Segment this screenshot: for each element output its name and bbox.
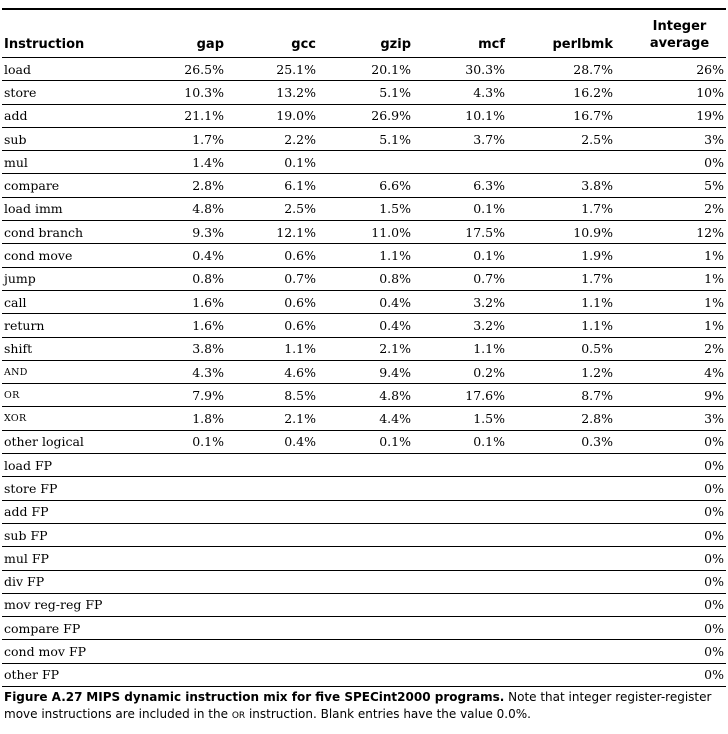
value-cell: 4.8% (320, 384, 415, 407)
value-cell: 5.1% (320, 81, 415, 104)
value-cell: 0% (619, 640, 726, 663)
table-row (2, 290, 726, 313)
value-cell: 3.2% (415, 314, 509, 337)
instruction-cell: OR (2, 384, 148, 407)
instruction-cell: sub FP (2, 523, 148, 546)
instruction-cell: AND (2, 360, 148, 383)
value-cell: 0.6% (228, 244, 320, 267)
instruction-cell: jump (2, 267, 148, 290)
value-cell (228, 663, 320, 686)
table-row (2, 244, 726, 267)
instruction-cell: load (2, 58, 148, 81)
value-cell: 0% (619, 500, 726, 523)
value-cell (148, 663, 228, 686)
table-row (2, 337, 726, 360)
value-cell (148, 500, 228, 523)
value-cell (228, 454, 320, 477)
value-cell: 0.4% (320, 314, 415, 337)
caption-title: MIPS dynamic instruction mix for five SPECint2000 programs. (86, 690, 505, 705)
instruction-cell: cond move (2, 244, 148, 267)
value-cell: 1% (619, 267, 726, 290)
value-cell: 1.7% (148, 127, 228, 150)
value-cell (228, 477, 320, 500)
value-cell: 0% (619, 617, 726, 640)
value-cell (148, 570, 228, 593)
value-cell: 1.7% (509, 267, 619, 290)
value-cell: 5.1% (320, 127, 415, 150)
caption-label: Figure A.27 (4, 690, 83, 705)
value-cell: 1.1% (415, 337, 509, 360)
value-cell (320, 570, 415, 593)
value-cell: 0% (619, 570, 726, 593)
instruction-cell: XOR (2, 407, 148, 430)
value-cell: 4.6% (228, 360, 320, 383)
table-row (2, 617, 726, 640)
value-cell: 2.5% (228, 197, 320, 220)
value-cell: 0.6% (228, 314, 320, 337)
value-cell: 7.9% (148, 384, 228, 407)
instruction-cell: compare (2, 174, 148, 197)
header-integer-average (619, 10, 726, 58)
table-row (2, 407, 726, 430)
value-cell (509, 663, 619, 686)
value-cell: 1% (619, 290, 726, 313)
value-cell (320, 523, 415, 546)
table-row (2, 221, 726, 244)
value-cell: 0.1% (415, 197, 509, 220)
instruction-cell: sub (2, 127, 148, 150)
value-cell: 1.6% (148, 290, 228, 313)
value-cell: 5% (619, 174, 726, 197)
value-cell (320, 617, 415, 640)
caption-text-after: instruction. Blank entries have the value 0.0%. (245, 707, 531, 722)
table-row (2, 384, 726, 407)
instruction-cell: mul (2, 151, 148, 174)
instruction-cell: shift (2, 337, 148, 360)
value-cell: 0.1% (228, 151, 320, 174)
value-cell: 2.8% (509, 407, 619, 430)
value-cell (228, 523, 320, 546)
instruction-cell: mul FP (2, 547, 148, 570)
instruction-cell: cond mov FP (2, 640, 148, 663)
value-cell: 0.8% (320, 267, 415, 290)
value-cell: 1% (619, 244, 726, 267)
value-cell: 4.8% (148, 197, 228, 220)
value-cell: 10% (619, 81, 726, 104)
value-cell: 2.1% (320, 337, 415, 360)
value-cell: 0% (619, 593, 726, 616)
value-cell (228, 640, 320, 663)
value-cell: 0% (619, 547, 726, 570)
value-cell: 8.7% (509, 384, 619, 407)
value-cell (509, 523, 619, 546)
value-cell (415, 663, 509, 686)
instruction-cell: call (2, 290, 148, 313)
instruction-cell: load imm (2, 197, 148, 220)
table-row (2, 174, 726, 197)
value-cell: 17.6% (415, 384, 509, 407)
value-cell (415, 570, 509, 593)
value-cell: 3.7% (415, 127, 509, 150)
value-cell: 1.5% (415, 407, 509, 430)
instruction-cell: store (2, 81, 148, 104)
table-row (2, 547, 726, 570)
instruction-cell: compare FP (2, 617, 148, 640)
value-cell (320, 547, 415, 570)
value-cell: 1.6% (148, 314, 228, 337)
header-mcf: mcf (478, 37, 505, 52)
header-instruction: Instruction (4, 37, 85, 52)
value-cell (228, 547, 320, 570)
value-cell: 26.9% (320, 104, 415, 127)
value-cell: 17.5% (415, 221, 509, 244)
value-cell: 1.9% (509, 244, 619, 267)
value-cell: 6.6% (320, 174, 415, 197)
value-cell: 2.1% (228, 407, 320, 430)
value-cell: 4.3% (148, 360, 228, 383)
figure-caption (2, 689, 726, 725)
value-cell: 1.1% (228, 337, 320, 360)
table-row (2, 314, 726, 337)
value-cell: 2.2% (228, 127, 320, 150)
value-cell (415, 593, 509, 616)
value-cell: 3% (619, 407, 726, 430)
value-cell: 0.6% (228, 290, 320, 313)
value-cell: 4.3% (415, 81, 509, 104)
value-cell: 10.1% (415, 104, 509, 127)
header-average-line2: average (649, 36, 710, 51)
instruction-cell: add (2, 104, 148, 127)
value-cell: 26.5% (148, 58, 228, 81)
value-cell: 0.5% (509, 337, 619, 360)
value-cell (509, 570, 619, 593)
value-cell: 0% (619, 663, 726, 686)
value-cell (228, 500, 320, 523)
value-cell (415, 523, 509, 546)
value-cell: 0.1% (415, 430, 509, 453)
value-cell (509, 477, 619, 500)
value-cell: 12.1% (228, 221, 320, 244)
instruction-cell: load FP (2, 454, 148, 477)
value-cell: 4% (619, 360, 726, 383)
value-cell: 1.1% (509, 290, 619, 313)
value-cell (509, 617, 619, 640)
value-cell: 0.8% (148, 267, 228, 290)
value-cell (509, 640, 619, 663)
table-row (2, 81, 726, 104)
value-cell: 2% (619, 197, 726, 220)
value-cell (415, 454, 509, 477)
value-cell: 2.8% (148, 174, 228, 197)
value-cell: 16.2% (509, 81, 619, 104)
value-cell: 28.7% (509, 58, 619, 81)
table-row (2, 454, 726, 477)
value-cell (320, 640, 415, 663)
instruction-cell: cond branch (2, 221, 148, 244)
value-cell: 1.5% (320, 197, 415, 220)
table-row (2, 430, 726, 453)
value-cell: 13.2% (228, 81, 320, 104)
value-cell: 26% (619, 58, 726, 81)
caption-small-caps: OR (231, 711, 246, 722)
header-gzip: gzip (380, 37, 411, 52)
value-cell: 0.2% (415, 360, 509, 383)
value-cell: 10.3% (148, 81, 228, 104)
value-cell: 1.4% (148, 151, 228, 174)
value-cell (148, 593, 228, 616)
value-cell: 1.7% (509, 197, 619, 220)
value-cell: 25.1% (228, 58, 320, 81)
value-cell (320, 663, 415, 686)
value-cell (320, 593, 415, 616)
value-cell (228, 593, 320, 616)
table-header-row (2, 10, 726, 58)
value-cell (415, 500, 509, 523)
table-row (2, 640, 726, 663)
value-cell (509, 454, 619, 477)
table-row (2, 360, 726, 383)
value-cell: 19% (619, 104, 726, 127)
value-cell: 3% (619, 127, 726, 150)
value-cell (509, 151, 619, 174)
value-cell: 6.3% (415, 174, 509, 197)
value-cell: 9.4% (320, 360, 415, 383)
value-cell (320, 454, 415, 477)
value-cell (148, 454, 228, 477)
value-cell: 4.4% (320, 407, 415, 430)
value-cell: 16.7% (509, 104, 619, 127)
instruction-cell: mov reg-reg FP (2, 593, 148, 616)
instruction-cell: other FP (2, 663, 148, 686)
value-cell (228, 617, 320, 640)
value-cell: 0% (619, 523, 726, 546)
instruction-cell: add FP (2, 500, 148, 523)
value-cell: 1.2% (509, 360, 619, 383)
value-cell (320, 500, 415, 523)
table-row (2, 593, 726, 616)
value-cell (148, 523, 228, 546)
instruction-cell: return (2, 314, 148, 337)
table-row (2, 500, 726, 523)
value-cell (148, 477, 228, 500)
value-cell: 6.1% (228, 174, 320, 197)
value-cell: 2% (619, 337, 726, 360)
table-row (2, 477, 726, 500)
value-cell (320, 151, 415, 174)
instruction-cell: other logical (2, 430, 148, 453)
value-cell: 2.5% (509, 127, 619, 150)
figure (2, 8, 726, 725)
instruction-mix-table (2, 10, 726, 687)
value-cell: 9.3% (148, 221, 228, 244)
value-cell: 3.8% (148, 337, 228, 360)
value-cell: 12% (619, 221, 726, 244)
value-cell: 0.3% (509, 430, 619, 453)
instruction-cell: div FP (2, 570, 148, 593)
value-cell: 20.1% (320, 58, 415, 81)
table-row (2, 267, 726, 290)
value-cell: 1% (619, 314, 726, 337)
header-perlbmk: perlbmk (552, 37, 613, 52)
value-cell: 8.5% (228, 384, 320, 407)
header-average-line1: Integer (652, 19, 707, 34)
value-cell: 10.9% (509, 221, 619, 244)
table-row (2, 523, 726, 546)
value-cell: 1.8% (148, 407, 228, 430)
value-cell (415, 151, 509, 174)
value-cell (509, 593, 619, 616)
value-cell: 30.3% (415, 58, 509, 81)
value-cell: 3.8% (509, 174, 619, 197)
value-cell (415, 617, 509, 640)
value-cell (509, 500, 619, 523)
header-gap: gap (196, 37, 224, 52)
table-body (2, 58, 726, 687)
value-cell: 0.1% (320, 430, 415, 453)
table-row (2, 663, 726, 686)
value-cell: 11.0% (320, 221, 415, 244)
caption-text-before: Note that integer register-register move instructions are included in the (4, 690, 712, 722)
table-row (2, 127, 726, 150)
header-gcc: gcc (291, 37, 316, 52)
value-cell: 0.7% (228, 267, 320, 290)
value-cell: 0% (619, 477, 726, 500)
value-cell: 0% (619, 151, 726, 174)
value-cell (415, 640, 509, 663)
value-cell: 1.1% (509, 314, 619, 337)
value-cell (148, 617, 228, 640)
value-cell: 0.7% (415, 267, 509, 290)
table-row (2, 197, 726, 220)
value-cell (148, 640, 228, 663)
value-cell: 0% (619, 454, 726, 477)
value-cell (415, 477, 509, 500)
table-row (2, 151, 726, 174)
value-cell: 21.1% (148, 104, 228, 127)
table-row (2, 570, 726, 593)
table-row (2, 58, 726, 81)
value-cell (320, 477, 415, 500)
value-cell: 0% (619, 430, 726, 453)
value-cell: 0.4% (148, 244, 228, 267)
value-cell (415, 547, 509, 570)
value-cell: 3.2% (415, 290, 509, 313)
value-cell (509, 547, 619, 570)
value-cell: 0.4% (228, 430, 320, 453)
value-cell: 9% (619, 384, 726, 407)
value-cell: 19.0% (228, 104, 320, 127)
value-cell (228, 570, 320, 593)
value-cell: 0.1% (415, 244, 509, 267)
instruction-cell: store FP (2, 477, 148, 500)
value-cell: 1.1% (320, 244, 415, 267)
table-row (2, 104, 726, 127)
value-cell: 0.1% (148, 430, 228, 453)
value-cell (148, 547, 228, 570)
value-cell: 0.4% (320, 290, 415, 313)
